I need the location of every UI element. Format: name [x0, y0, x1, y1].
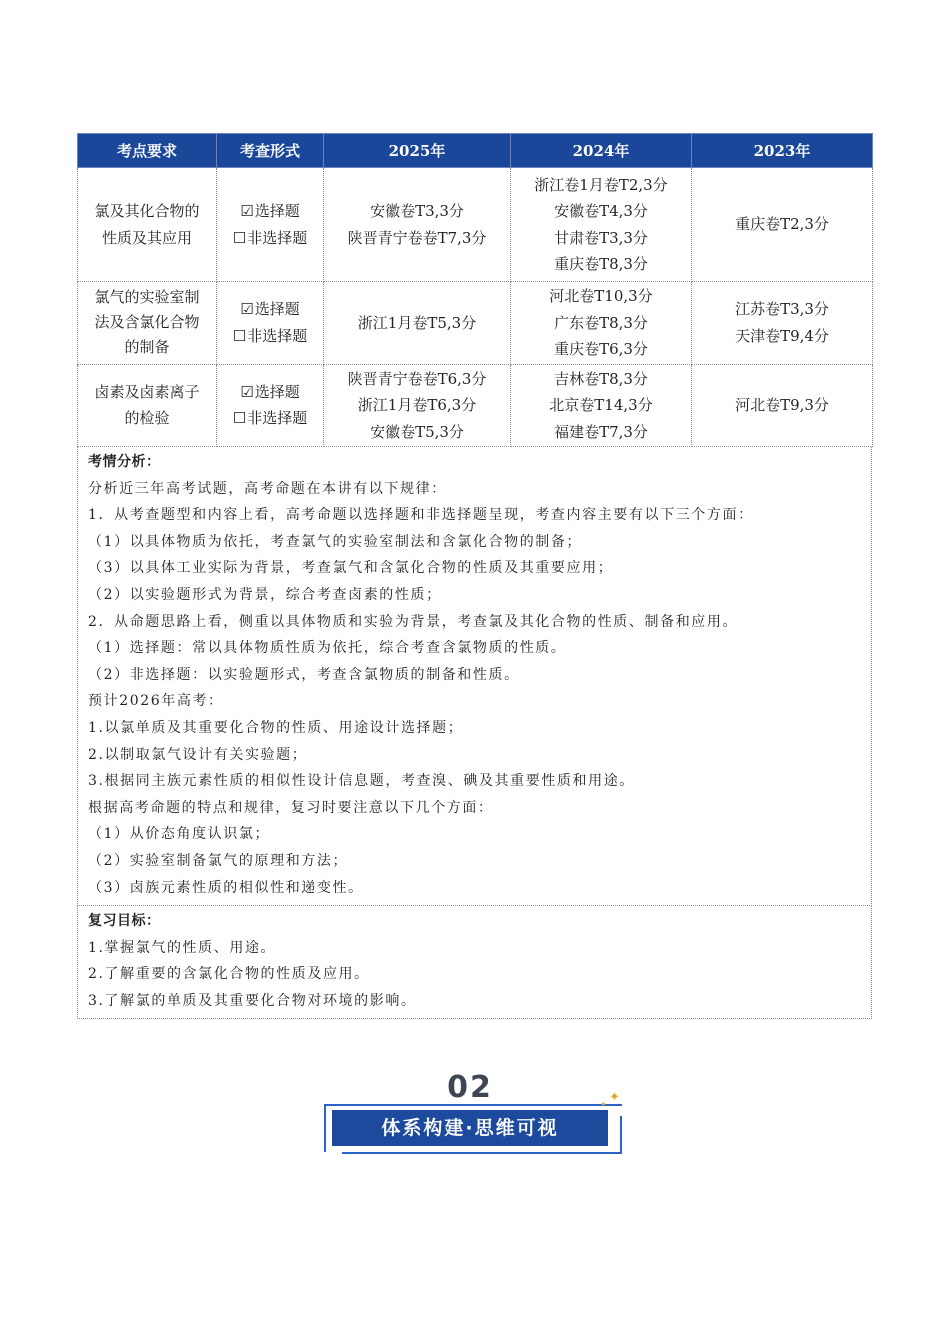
header-cell: 2024年: [511, 134, 692, 168]
exam-ref: 安徽卷T3,3分: [370, 202, 464, 220]
analysis-line: 3.根据同主族元素性质的相似性设计信息题，考查溴、碘及其重要性质和用途。: [88, 773, 635, 790]
choice-option: ☑选择题: [219, 198, 321, 225]
analysis-heading: 考情分析：: [88, 454, 161, 470]
analysis-line: （2）实验室制备氯气的原理和方法；: [88, 852, 349, 869]
exam-ref: 陕晋青宁卷卷T7,3分: [347, 228, 487, 247]
format-cell: [217, 282, 324, 365]
analysis-line: 2．从命题思路上看，侧重以具体物质和实验为背景，考查氯及其化合物的性质、制备和应用。: [88, 613, 739, 630]
analysis-line: （1）以具体物质为依托，考查氯气的实验室制法和含氯化合物的制备；: [88, 533, 583, 550]
exam-ref: 陕晋青宁卷卷T6,3分: [347, 369, 487, 388]
checked-box-icon: ☑: [240, 382, 254, 401]
analysis-line: （1）选择题：常以具体物质性质为依托，综合考查含氯物质的性质。: [88, 640, 567, 657]
nonchoice-option: ☐非选择题: [219, 405, 321, 432]
exam-ref: 河北卷T10,3分: [549, 287, 653, 305]
exam-ref: 重庆卷T6,3分: [554, 340, 648, 358]
year-2025-cell: [324, 168, 511, 282]
exam-ref: 河北卷T9,3分: [735, 396, 829, 414]
exam-analysis-sheet: [77, 133, 872, 1019]
header-cell: 考点要求: [78, 134, 217, 168]
exam-ref: 甘肃卷T3,3分: [554, 228, 648, 247]
year-2024-cell: [511, 168, 692, 282]
topic-line: 的制备: [124, 338, 170, 357]
goals-panel: [77, 906, 872, 1019]
topic-line: 氯气的实验室制: [94, 288, 200, 307]
analysis-line: 分析近三年高考试题，高考命题在本讲有以下规律：: [88, 480, 447, 497]
header-cell: 考查形式: [217, 134, 324, 168]
topic-line: 的检验: [124, 409, 170, 428]
table-header-row: [78, 134, 873, 168]
sparkle-icon: ✦: [609, 1090, 620, 1105]
checked-box-icon: ☑: [240, 202, 254, 220]
format-cell: [217, 364, 324, 447]
choice-option: ☑选择题: [219, 379, 321, 406]
exam-ref: 北京卷T14,3分: [549, 396, 653, 414]
exam-ref: 浙江卷1月卷T2,3分: [534, 175, 668, 194]
analysis-line: 1.以氯单质及其重要化合物的性质、用途设计选择题；: [88, 719, 464, 736]
year-2023-cell: [692, 168, 873, 282]
header-cell: 2025年: [324, 134, 511, 168]
topic-cell: [78, 364, 217, 447]
format-cell: [217, 168, 324, 282]
goal-line: 1.掌握氯气的性质、用途。: [88, 939, 277, 956]
table-row: [78, 364, 873, 447]
year-2025-cell: [324, 282, 511, 365]
analysis-line: 预计2026年高考：: [88, 693, 224, 710]
table-row: [78, 282, 873, 365]
topic-line: 法及含氯化合物: [94, 313, 200, 332]
choice-option: ☑选择题: [219, 296, 321, 323]
year-2023-cell: [692, 282, 873, 365]
exam-points-table: [77, 133, 873, 447]
analysis-line: （2）非选择题：以实验题形式，考查含氯物质的制备和性质。: [88, 666, 520, 683]
analysis-line: （1）从价态角度认识氯；: [88, 826, 271, 843]
header-cell: 2023年: [692, 134, 873, 168]
topic-line: 性质及其应用: [101, 228, 192, 247]
year-2023-cell: [692, 364, 873, 447]
topic-line: 氯及其化合物的: [94, 202, 200, 220]
analysis-line: 1．从考查题型和内容上看，高考命题以选择题和非选择题呈现，考查内容主要有以下三个方面：: [88, 507, 754, 524]
exam-ref: 江苏卷T3,3分: [735, 300, 829, 319]
table-row: [78, 168, 873, 282]
unchecked-box-icon: ☐: [232, 228, 247, 247]
exam-ref: 广东卷T8,3分: [554, 313, 648, 332]
exam-ref: 重庆卷T8,3分: [554, 255, 648, 273]
year-2025-cell: [324, 364, 511, 447]
year-2024-cell: [511, 364, 692, 447]
nonchoice-option: ☐非选择题: [219, 225, 321, 252]
exam-ref: 吉林卷T8,3分: [554, 369, 648, 388]
analysis-panel: [77, 447, 872, 906]
exam-ref: 浙江1月卷T6,3分: [357, 396, 477, 414]
section-banner: [324, 1072, 624, 1156]
exam-ref: 安徽卷T4,3分: [554, 202, 648, 220]
analysis-line: 根据高考命题的特点和规律，复习时要注意以下几个方面：: [88, 799, 494, 816]
goal-line: 3.了解氯的单质及其重要化合物对环境的影响。: [88, 992, 417, 1009]
analysis-line: 2.以制取氯气设计有关实验题；: [88, 746, 308, 763]
analysis-line: （2）以实验题形式为背景，综合考查卤素的性质；: [88, 586, 442, 603]
section-title: 体系构建·思维可视: [332, 1110, 608, 1146]
topic-cell: [78, 282, 217, 365]
nonchoice-option: ☐非选择题: [219, 323, 321, 350]
topic-line: 卤素及卤素离子: [94, 382, 200, 401]
exam-ref: 浙江1月卷T5,3分: [357, 313, 477, 332]
unchecked-box-icon: ☐: [232, 326, 247, 345]
topic-cell: [78, 168, 217, 282]
exam-ref: 重庆卷T2,3分: [735, 215, 829, 234]
analysis-line: （3）卤族元素性质的相似性和递变性。: [88, 879, 364, 896]
sparkle-small-icon: ✦: [600, 1100, 607, 1109]
year-2024-cell: [511, 282, 692, 365]
section-number: 02: [447, 1070, 493, 1105]
exam-ref: 天津卷T9,4分: [735, 326, 829, 345]
checked-box-icon: ☑: [240, 300, 254, 319]
exam-ref: 安徽卷T5,3分: [370, 422, 464, 441]
goals-heading: 复习目标：: [88, 913, 161, 930]
goal-line: 2.了解重要的含氯化合物的性质及应用。: [88, 966, 370, 983]
exam-ref: 福建卷T7,3分: [554, 422, 648, 441]
analysis-line: （3）以具体工业实际为背景，考查氯气和含氯化合物的性质及其重要应用；: [88, 560, 614, 577]
unchecked-box-icon: ☐: [232, 409, 247, 428]
